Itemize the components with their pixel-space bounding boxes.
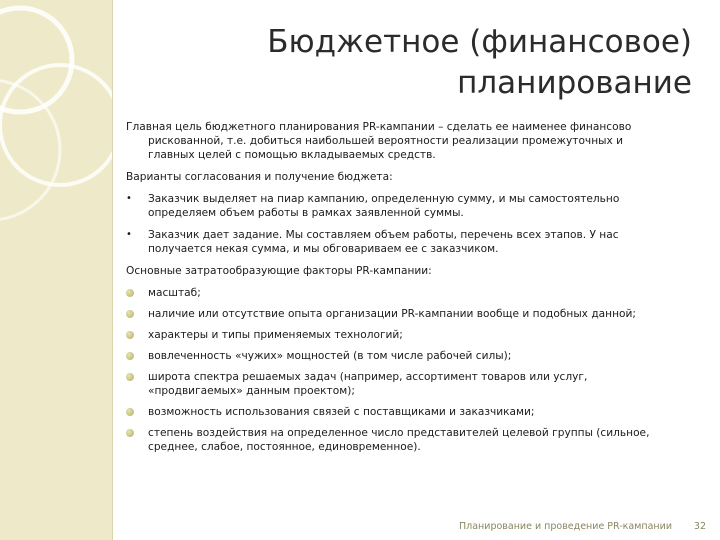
slide-content bbox=[126, 120, 691, 461]
factor-line-1: масштаб; bbox=[148, 287, 201, 299]
bullet-dot-icon: • bbox=[126, 193, 132, 204]
band-divider bbox=[112, 0, 113, 540]
variant-line-1: Заказчик дает задание. Мы составляем объем работы, перечень всех этапов. У нас bbox=[148, 229, 619, 241]
factor-item bbox=[126, 426, 691, 454]
factor-item bbox=[126, 328, 691, 342]
intro-line-2: рискованной, т.е. добиться наибольшей вероятности реализации промежуточных и bbox=[148, 135, 624, 147]
variant-item bbox=[126, 228, 691, 256]
round-bullet-icon bbox=[126, 429, 134, 437]
variant-line-2: получается некая сумма, и мы обговариваем ее с заказчиком. bbox=[148, 243, 499, 255]
variant-line-2: определяем объем работы в рамках заявленной суммы. bbox=[148, 207, 464, 219]
bullet-dot-icon: • bbox=[126, 229, 132, 240]
intro-line-3: главных целей с помощью вкладываемых средств. bbox=[148, 149, 436, 161]
decorative-rings bbox=[0, 0, 112, 540]
round-bullet-icon bbox=[126, 331, 134, 339]
factor-line-1: широта спектра решаемых задач (например, ассортимент товаров или услуг, bbox=[148, 371, 588, 383]
factor-line-1: степень воздействия на определенное число представителей целевой группы (сильное, bbox=[148, 427, 650, 439]
round-bullet-icon bbox=[126, 408, 134, 416]
title-line-1: Бюджетное (финансовое) bbox=[267, 24, 692, 60]
variants-heading: Варианты согласования и получение бюджета: bbox=[126, 171, 393, 183]
page-number: 32 bbox=[693, 521, 706, 532]
round-bullet-icon bbox=[126, 352, 134, 360]
intro-line-1: Главная цель бюджетного планирования PR-кампании – сделать ее наименее финансово bbox=[126, 121, 632, 133]
footer-text: Планирование и проведение PR-кампании bbox=[459, 521, 672, 532]
factor-line-1: характеры и типы применяемых технологий; bbox=[148, 329, 403, 341]
slide-title bbox=[212, 22, 692, 104]
factor-line-1: наличие или отсутствие опыта организации PR-кампании вообще и подобных данной; bbox=[148, 308, 636, 320]
title-line-2: планирование bbox=[457, 65, 692, 101]
factor-item bbox=[126, 349, 691, 363]
factor-item bbox=[126, 370, 691, 398]
factor-line-2: среднее, слабое, постоянное, единовременное). bbox=[148, 441, 421, 453]
factor-item bbox=[126, 286, 691, 300]
round-bullet-icon bbox=[126, 310, 134, 318]
variant-item bbox=[126, 192, 691, 220]
factor-item bbox=[126, 405, 691, 419]
round-bullet-icon bbox=[126, 373, 134, 381]
factor-line-1: возможность использования связей с поставщиками и заказчиками; bbox=[148, 406, 535, 418]
decorative-side-band bbox=[0, 0, 112, 540]
factors-heading: Основные затратообразующие факторы PR-кампании: bbox=[126, 265, 432, 277]
factor-line-2: «продвигаемых» данным проектом); bbox=[148, 385, 355, 397]
round-bullet-icon bbox=[126, 289, 134, 297]
factor-line-1: вовлеченность «чужих» мощностей (в том числе рабочей силы); bbox=[148, 350, 512, 362]
factor-item bbox=[126, 307, 691, 321]
variant-line-1: Заказчик выделяет на пиар кампанию, определенную сумму, и мы самостоятельно bbox=[148, 193, 620, 205]
intro-paragraph bbox=[126, 120, 691, 162]
